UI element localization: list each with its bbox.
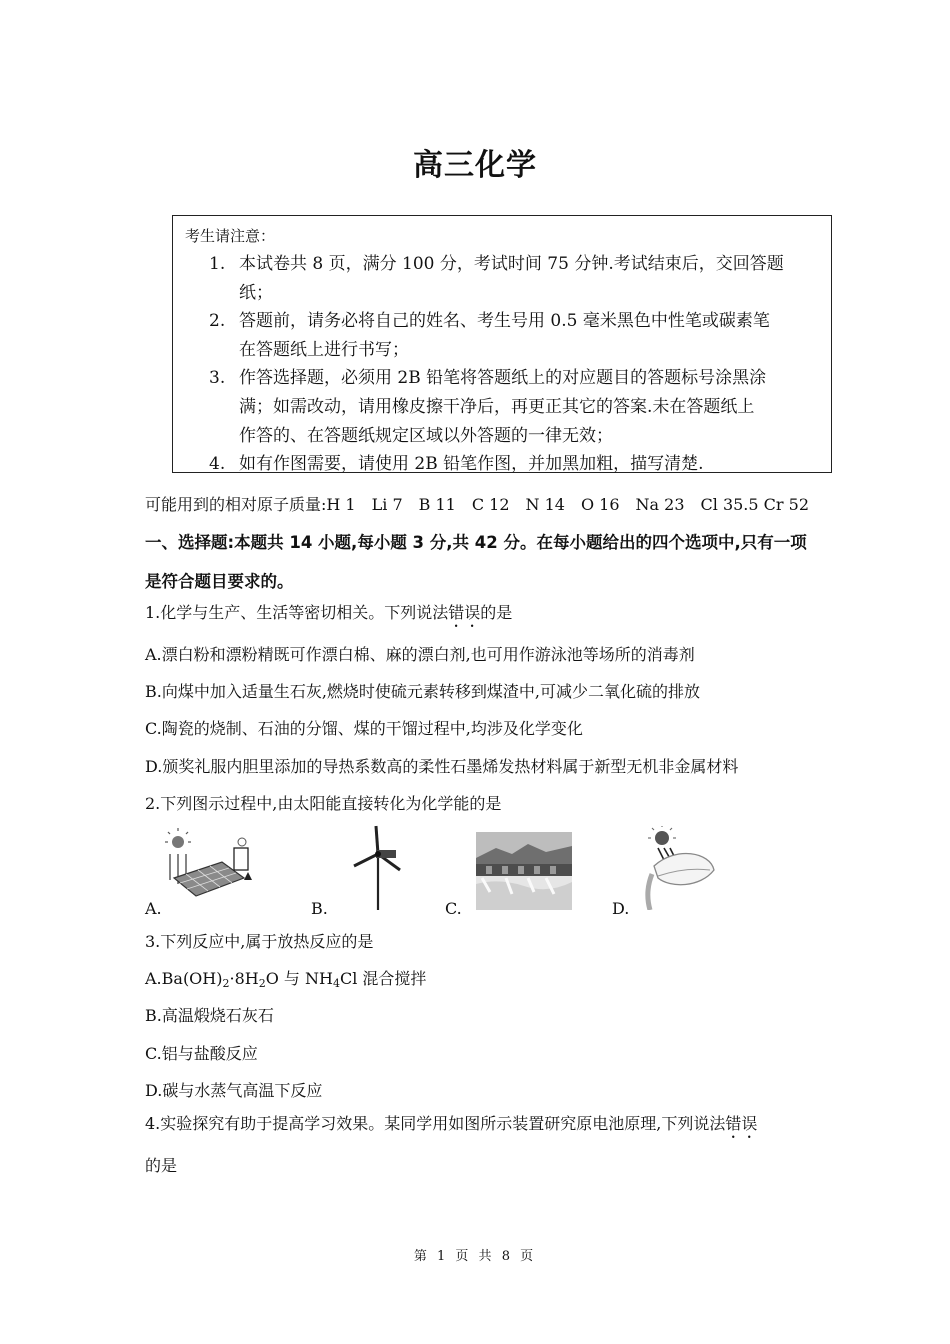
q4-stem: 4.实验探究有助于提高学习效果。某同学用如图所示装置研究原电池原理,下列说法错误 [145, 1114, 758, 1133]
q3-option-a: $A.Ba(OH)_2\cdot 8H_2O$ 与 $NH_4Cl$ 混合搅拌 [145, 969, 427, 990]
notice-item-2: 2. 答题前，请务必将自己的姓名、考生号用 0.5 毫米黑色中性笔或碳素笔 在答题纸上进行书写； [209, 311, 770, 360]
notice-heading: 考生请注意： [185, 227, 276, 245]
q3-option-d: D.碳与水蒸气高温下反应 [145, 1081, 323, 1100]
section-heading-cont: 是符合题目要求的。 [145, 572, 294, 591]
page-title: 高三化学 [413, 148, 537, 183]
section-heading: 一、选择题:本题共 14 小题,每小题 3 分,共 42 分。在每小题给出的四个选项中,只有一项 [145, 533, 807, 552]
q2-label-c: C. [445, 899, 462, 918]
q3-option-c: C.铝与盐酸反应 [145, 1044, 258, 1063]
page-footer: 第 1 页 共 8 页 [413, 1249, 537, 1264]
q1-option-b: B.向煤中加入适量生石灰,燃烧时使硫元素转移到煤渣中,可减少二氧化硫的排放 [145, 682, 701, 701]
q2-label-b: B. [311, 899, 328, 918]
q2-stem: 2.下列图示过程中,由太阳能直接转化为化学能的是 [145, 794, 502, 813]
q1-option-a: A.漂白粉和漂粉精既可作漂白棉、麻的漂白剂,也可用作游泳池等场所的消毒剂 [145, 645, 695, 664]
solar-panel-icon [160, 828, 260, 910]
q1-stem: 1.化学与生产、生活等密切相关。下列说法错误的是 [145, 603, 513, 622]
q4-stem-cont: 的是 [145, 1156, 178, 1175]
notice-item-4: 4. 如有作图需要，请使用 2B 铅笔作图，并加黑加粗，描写清楚. [209, 454, 704, 474]
notice-item-1: 1. 本试卷共 8 页，满分 100 分，考试时间 75 分钟.考试结束后，交回答题 纸； [209, 254, 784, 303]
wind-turbine-icon [350, 824, 410, 910]
q1-option-d: D.颁奖礼服内胆里添加的导热系数高的柔性石墨烯发热材料属于新型无机非金属材料 [145, 757, 739, 776]
notice-item-3: 3. 作答选择题，必须用 2B 铅笔将答题纸上的对应题目的答题标号涂黑涂 满；如需改动，请用橡皮擦干净后，再更正其它的答案.未在答题纸上 作答的、在答题纸规定区域以外答题的一律无效； [209, 368, 767, 446]
notice-box [172, 215, 832, 473]
hydro-dam-icon [476, 832, 572, 910]
q3-stem: 3.下列反应中,属于放热反应的是 [145, 932, 374, 951]
q1-option-c: C.陶瓷的烧制、石油的分馏、煤的干馏过程中,均涉及化学变化 [145, 719, 583, 738]
q2-label-a: A. [145, 899, 162, 918]
photosynthesis-leaf-icon [640, 826, 720, 910]
q2-label-d: D. [612, 899, 630, 918]
q3-option-b: B.高温煅烧石灰石 [145, 1006, 274, 1025]
atomic-masses: 可能用到的相对原子质量:H 1 Li 7 B 11 C 12 N 14 O 16 Na 23 Cl 35.5 Cr 52 [145, 495, 809, 514]
